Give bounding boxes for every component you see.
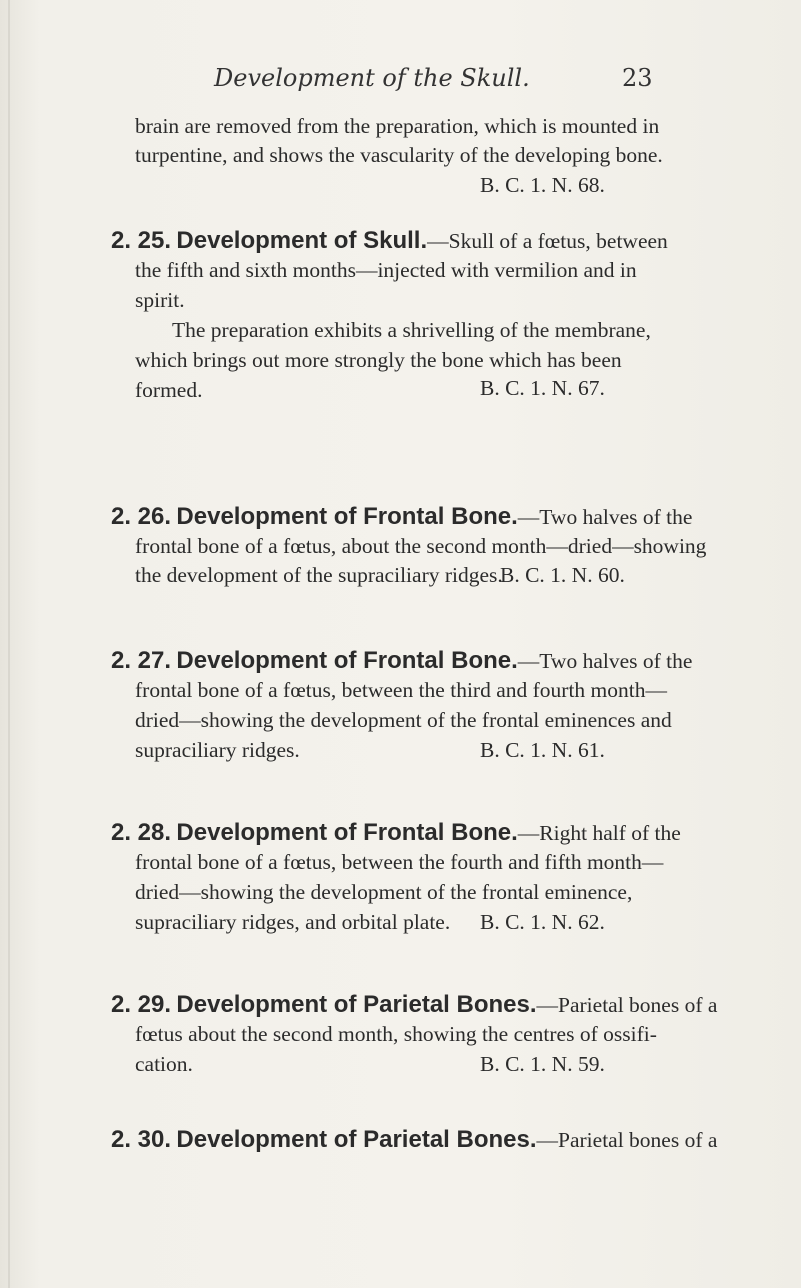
entry-title: Development of Skull. (176, 227, 428, 254)
text-line: supraciliary ridges. (135, 738, 300, 762)
text-line: which brings out more strongly the bone which has been (135, 348, 622, 372)
entry-number: 2. 27. (111, 647, 172, 674)
page-edge-line (8, 0, 10, 1288)
text-line: The preparation exhibits a shrivelling of the membrane, (172, 318, 651, 342)
catalog-reference: B. C. 1. N. 59. (480, 1052, 605, 1076)
text-line: frontal bone of a fœtus, between the fourth and fifth month— (135, 850, 664, 874)
text-line: fœtus about the second month, showing the centres of ossifi- (135, 1022, 657, 1046)
entry-description-start: —Skull of a fœtus, between (427, 229, 668, 253)
page-header (0, 62, 801, 102)
entry-title: Development of Frontal Bone. (176, 647, 518, 674)
entry-description-start: —Two halves of the (517, 649, 693, 673)
text-line: the development of the supraciliary ridges. (135, 563, 503, 587)
catalog-reference: B. C. 1. N. 62. (480, 910, 605, 934)
entry-title: Development of Frontal Bone. (176, 503, 518, 530)
entry-heading-line (111, 818, 681, 849)
entry-title: Development of Parietal Bones. (176, 1126, 537, 1153)
text-line: dried—showing the development of the frontal eminences and (135, 708, 672, 732)
text-line: spirit. (135, 288, 185, 312)
text-line: brain are removed from the preparation, which is mounted in (135, 114, 660, 138)
catalog-reference: B. C. 1. N. 67. (480, 376, 605, 400)
text-line: frontal bone of a fœtus, between the third and fourth month— (135, 678, 667, 702)
entry-description-start: —Right half of the (517, 821, 681, 845)
entry-number: 2. 28. (111, 819, 172, 846)
text-line: dried—showing the development of the frontal eminence, (135, 880, 633, 904)
entry-number: 2. 26. (111, 503, 172, 530)
entry-heading-line (111, 502, 692, 533)
text-line: the fifth and sixth months—injected with vermilion and in (135, 258, 637, 282)
entry-description-start: —Parietal bones of a (536, 1128, 718, 1152)
text-line: frontal bone of a fœtus, about the second month—dried—showing (135, 534, 707, 558)
entry-title: Development of Frontal Bone. (176, 819, 518, 846)
running-title: Development of the Skull. (214, 64, 530, 92)
catalog-reference: B. C. 1. N. 60. (500, 563, 625, 587)
entry-heading-line (111, 990, 717, 1021)
text-line: supraciliary ridges, and orbital plate. (135, 910, 451, 934)
page-number: 23 (622, 64, 653, 92)
entry-title: Development of Parietal Bones. (176, 991, 537, 1018)
entry-description-start: —Parietal bones of a (536, 993, 718, 1017)
entry-description-start: —Two halves of the (517, 505, 693, 529)
catalog-reference: B. C. 1. N. 61. (480, 738, 605, 762)
entry-number: 2. 30. (111, 1126, 172, 1153)
entry-number: 2. 25. (111, 227, 172, 254)
entry-heading-line (111, 646, 692, 677)
text-line: turpentine, and shows the vascularity of the developing bone. (135, 143, 663, 167)
text-line: formed. (135, 378, 203, 402)
entry-heading-line (111, 226, 668, 257)
entry-number: 2. 29. (111, 991, 172, 1018)
entry-heading-line (111, 1125, 717, 1156)
text-line: cation. (135, 1052, 193, 1076)
catalog-reference: B. C. 1. N. 68. (480, 173, 605, 197)
